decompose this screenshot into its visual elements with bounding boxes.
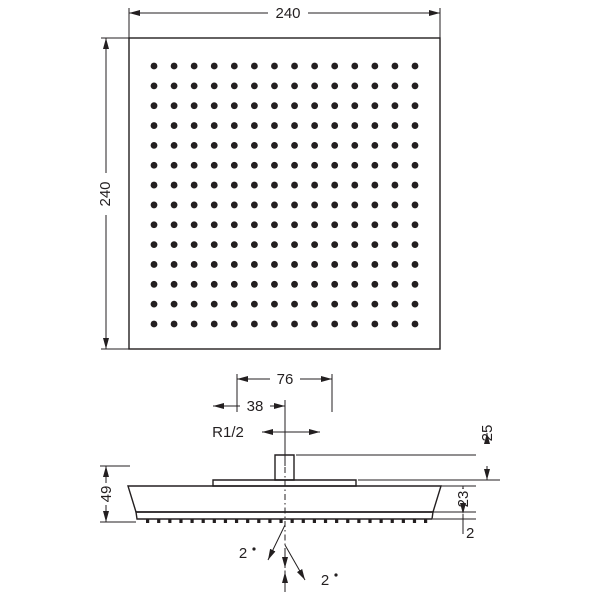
nozzle-dot [371, 241, 378, 248]
side-nozzle-tooth [413, 519, 416, 523]
nozzle-dot [271, 281, 278, 288]
side-nozzle-tooth [190, 519, 193, 523]
nozzle-dot [331, 261, 338, 268]
nozzle-dot [211, 321, 218, 328]
nozzle-dot [291, 122, 298, 129]
nozzle-dot [351, 162, 358, 169]
nozzle-dot [211, 122, 218, 129]
side-nozzle-tooth [213, 519, 216, 523]
nozzle-dot [371, 102, 378, 109]
nozzle-dot [191, 122, 198, 129]
nozzle-dot [171, 221, 178, 228]
nozzle-dot [271, 221, 278, 228]
nozzle-dot [392, 241, 399, 248]
nozzle-dot [231, 82, 238, 89]
nozzle-dot [231, 261, 238, 268]
nozzle-dot [231, 202, 238, 209]
nozzle-dot [191, 281, 198, 288]
nozzle-dot [251, 281, 258, 288]
nozzle-dot [171, 241, 178, 248]
nozzle-grid [151, 63, 419, 328]
nozzle-dot [392, 82, 399, 89]
nozzle-dot [311, 281, 318, 288]
nozzle-dot [311, 321, 318, 328]
nozzle-dot [271, 162, 278, 169]
nozzle-dot [311, 182, 318, 189]
side-nozzle-tooth [246, 519, 249, 523]
nozzle-dot [331, 82, 338, 89]
nozzle-dot [331, 301, 338, 308]
nozzle-dot [211, 63, 218, 70]
nozzle-dot [251, 221, 258, 228]
nozzle-dot [151, 221, 158, 228]
nozzle-dot [412, 241, 419, 248]
side-nozzle-tooth [146, 519, 149, 523]
nozzle-dot [311, 301, 318, 308]
side-nozzle-tooth [391, 519, 394, 523]
angle-left-label: 2 [238, 544, 248, 562]
nozzle-dot [371, 261, 378, 268]
nozzle-dot [231, 162, 238, 169]
nozzle-dot [371, 202, 378, 209]
side-nozzle-tooth [291, 519, 294, 523]
nozzle-dot [251, 241, 258, 248]
nozzle-dot [231, 142, 238, 149]
nozzle-dot [251, 202, 258, 209]
nozzle-dot [211, 202, 218, 209]
nozzle-dot [392, 182, 399, 189]
nozzle-dot [171, 102, 178, 109]
nozzle-dot [231, 63, 238, 70]
nozzle-dot [151, 281, 158, 288]
nozzle-dot [211, 261, 218, 268]
nozzle-dot [251, 261, 258, 268]
nozzle-dot [392, 122, 399, 129]
nozzle-dot [351, 281, 358, 288]
nozzle-depth-label: 2 [466, 524, 475, 542]
nozzle-dot [171, 122, 178, 129]
nozzle-dot [251, 162, 258, 169]
nozzle-dot [191, 261, 198, 268]
side-nozzle-tooth [168, 519, 171, 523]
nozzle-dot [291, 63, 298, 70]
nozzle-dot [371, 281, 378, 288]
nozzle-dot [151, 202, 158, 209]
nozzle-dot [231, 182, 238, 189]
side-nozzle-tooth [335, 519, 338, 523]
nozzle-dot [211, 281, 218, 288]
side-nozzle-tooth [279, 519, 282, 523]
nozzle-dot [171, 142, 178, 149]
nozzle-dot [291, 82, 298, 89]
side-nozzle-tooth [424, 519, 427, 523]
nozzle-dot [151, 261, 158, 268]
nozzle-dot [311, 241, 318, 248]
nozzle-dot [412, 202, 419, 209]
nozzle-dot [191, 221, 198, 228]
nozzle-dot [211, 142, 218, 149]
nozzle-dot [412, 182, 419, 189]
nozzle-dot [191, 63, 198, 70]
nozzle-dot [371, 142, 378, 149]
side-nozzle-tooth [257, 519, 260, 523]
nozzle-dot [271, 182, 278, 189]
nozzle-depth-dimension [433, 514, 476, 542]
nozzle-dot [231, 301, 238, 308]
nozzle-dot [191, 301, 198, 308]
nozzle-dot [412, 122, 419, 129]
nozzle-dot [331, 321, 338, 328]
top-width-dimension [129, 0, 440, 38]
nozzle-dot [191, 82, 198, 89]
nozzle-dot [331, 102, 338, 109]
nozzle-dot [231, 321, 238, 328]
nozzle-dot [371, 162, 378, 169]
side-nozzle-tooth [302, 519, 305, 523]
nozzle-dot [291, 241, 298, 248]
nozzle-dot [392, 162, 399, 169]
nozzle-dot [291, 102, 298, 109]
nozzle-dot [412, 63, 419, 70]
side-nozzle-tooth [202, 519, 205, 523]
nozzle-dot [271, 63, 278, 70]
nozzle-dot [311, 142, 318, 149]
nozzle-dot [412, 102, 419, 109]
nozzle-dot [251, 142, 258, 149]
nozzle-dot [351, 102, 358, 109]
connector-width-label: 76 [276, 370, 294, 388]
nozzle-dot [171, 321, 178, 328]
nozzle-dot [291, 221, 298, 228]
nozzle-dot [151, 241, 158, 248]
nozzle-dot [412, 281, 419, 288]
nozzle-dot [231, 122, 238, 129]
nozzle-dot [351, 142, 358, 149]
connector-inner-label: 38 [246, 397, 264, 415]
nozzle-dot [151, 82, 158, 89]
nozzle-dot [412, 301, 419, 308]
nozzle-dot [291, 142, 298, 149]
nozzle-dot [392, 321, 399, 328]
nozzle-dot [151, 122, 158, 129]
nozzle-dot [191, 182, 198, 189]
angle-right-label: 2 [320, 571, 330, 589]
nozzle-dot [271, 301, 278, 308]
nozzle-dot [351, 241, 358, 248]
side-nozzle-tooth [380, 519, 383, 523]
nozzle-dot [371, 182, 378, 189]
side-nozzle-tooth [313, 519, 316, 523]
left-height-label: 240 [96, 181, 114, 207]
nozzle-dot [331, 202, 338, 209]
nozzle-dot [231, 281, 238, 288]
nozzle-dot [171, 82, 178, 89]
nozzle-dot [251, 301, 258, 308]
nozzle-dot [351, 221, 358, 228]
nozzle-dot [371, 82, 378, 89]
nozzle-dot [271, 261, 278, 268]
nozzle-dot [392, 301, 399, 308]
nozzle-dot [412, 261, 419, 268]
nozzle-dot [412, 162, 419, 169]
nozzle-dot [171, 301, 178, 308]
face-height-label: 23 [454, 490, 472, 508]
nozzle-dot [371, 122, 378, 129]
nozzle-dot [351, 82, 358, 89]
nozzle-dot [311, 202, 318, 209]
nozzle-dot [191, 142, 198, 149]
side-nozzle-tooth [179, 519, 182, 523]
nozzle-dot [151, 142, 158, 149]
nozzle-dot [291, 261, 298, 268]
nozzle-dot [271, 122, 278, 129]
thread-label: R1/2 [212, 423, 244, 441]
nozzle-dot [291, 162, 298, 169]
nozzle-dot [392, 261, 399, 268]
nozzle-dot [191, 321, 198, 328]
nozzle-dot [271, 142, 278, 149]
nozzle-dot [331, 162, 338, 169]
nozzle-dot [392, 221, 399, 228]
nozzle-dot [331, 281, 338, 288]
nozzle-dot [351, 301, 358, 308]
nozzle-dot [271, 321, 278, 328]
nozzle-dot [412, 321, 419, 328]
nozzle-dot [171, 202, 178, 209]
nozzle-dot [331, 142, 338, 149]
side-nozzle-tooth [224, 519, 227, 523]
nozzle-dot [331, 63, 338, 70]
nozzle-dot [211, 102, 218, 109]
nozzle-dot [211, 301, 218, 308]
nozzle-dot [271, 202, 278, 209]
nozzle-dot [191, 162, 198, 169]
nozzle-dot [211, 182, 218, 189]
side-nozzle-tooth [368, 519, 371, 523]
nozzle-dot [251, 63, 258, 70]
side-nozzle-tooth [402, 519, 405, 523]
nozzle-dot [251, 321, 258, 328]
nozzle-dot [231, 102, 238, 109]
nozzle-dot [151, 162, 158, 169]
nozzle-dot [251, 102, 258, 109]
nozzle-dot [151, 321, 158, 328]
nozzle-dot [191, 241, 198, 248]
stem-height-dimension [296, 425, 500, 480]
side-nozzle-tooth [157, 519, 160, 523]
nozzle-dot [251, 82, 258, 89]
left-height-dimension [93, 38, 131, 349]
nozzle-dot [291, 182, 298, 189]
nozzle-dot [271, 102, 278, 109]
nozzle-dot [351, 202, 358, 209]
nozzle-dot [171, 63, 178, 70]
nozzle-dot [251, 182, 258, 189]
body-height-label: 49 [97, 485, 115, 503]
nozzle-dot [171, 281, 178, 288]
nozzle-dot [171, 162, 178, 169]
nozzle-dot [371, 63, 378, 70]
nozzle-dot [392, 142, 399, 149]
nozzle-dot [351, 321, 358, 328]
spray-angle-left [239, 525, 285, 562]
nozzle-dot [291, 281, 298, 288]
nozzle-dot [331, 241, 338, 248]
side-nozzle-tooth [346, 519, 349, 523]
nozzle-dot [311, 102, 318, 109]
nozzle-dot [271, 241, 278, 248]
nozzle-dot [171, 261, 178, 268]
stem-height-label: 25 [478, 424, 496, 442]
nozzle-dot [331, 182, 338, 189]
nozzle-dot [211, 162, 218, 169]
nozzle-dot [371, 221, 378, 228]
nozzle-dot [412, 221, 419, 228]
nozzle-dot [271, 82, 278, 89]
nozzle-dot [351, 182, 358, 189]
nozzle-dot [331, 221, 338, 228]
nozzle-dot [351, 63, 358, 70]
nozzle-dot [311, 82, 318, 89]
nozzle-dot [291, 202, 298, 209]
nozzle-dot [231, 241, 238, 248]
thread-callout [195, 421, 320, 443]
side-nozzle-tooth [324, 519, 327, 523]
nozzle-dot [392, 102, 399, 109]
nozzle-dot [412, 82, 419, 89]
nozzle-dot [151, 182, 158, 189]
nozzle-dot [412, 142, 419, 149]
side-nozzle-tooth [268, 519, 271, 523]
nozzle-dot [351, 122, 358, 129]
nozzle-dot [371, 321, 378, 328]
nozzle-dot [291, 301, 298, 308]
spray-angle-right [285, 545, 338, 589]
nozzle-dot [392, 281, 399, 288]
nozzle-dot [191, 102, 198, 109]
nozzle-dot [191, 202, 198, 209]
nozzle-dot [311, 162, 318, 169]
nozzle-dot [331, 122, 338, 129]
top-width-label: 240 [275, 4, 301, 22]
nozzle-dot [311, 122, 318, 129]
nozzle-dot [311, 221, 318, 228]
nozzle-dot [211, 82, 218, 89]
nozzle-dot [211, 241, 218, 248]
nozzle-dot [151, 102, 158, 109]
nozzle-dot [151, 63, 158, 70]
nozzle-dot [251, 122, 258, 129]
nozzle-dot [231, 221, 238, 228]
side-nozzle-tooth [235, 519, 238, 523]
nozzle-dot [291, 321, 298, 328]
nozzle-dot [171, 182, 178, 189]
nozzle-dot [392, 63, 399, 70]
nozzle-dot [311, 261, 318, 268]
nozzle-dot [311, 63, 318, 70]
nozzle-dot [211, 221, 218, 228]
nozzle-dot [371, 301, 378, 308]
nozzle-dot [151, 301, 158, 308]
nozzle-dot [392, 202, 399, 209]
nozzle-dot [351, 261, 358, 268]
side-nozzle-tooth [357, 519, 360, 523]
